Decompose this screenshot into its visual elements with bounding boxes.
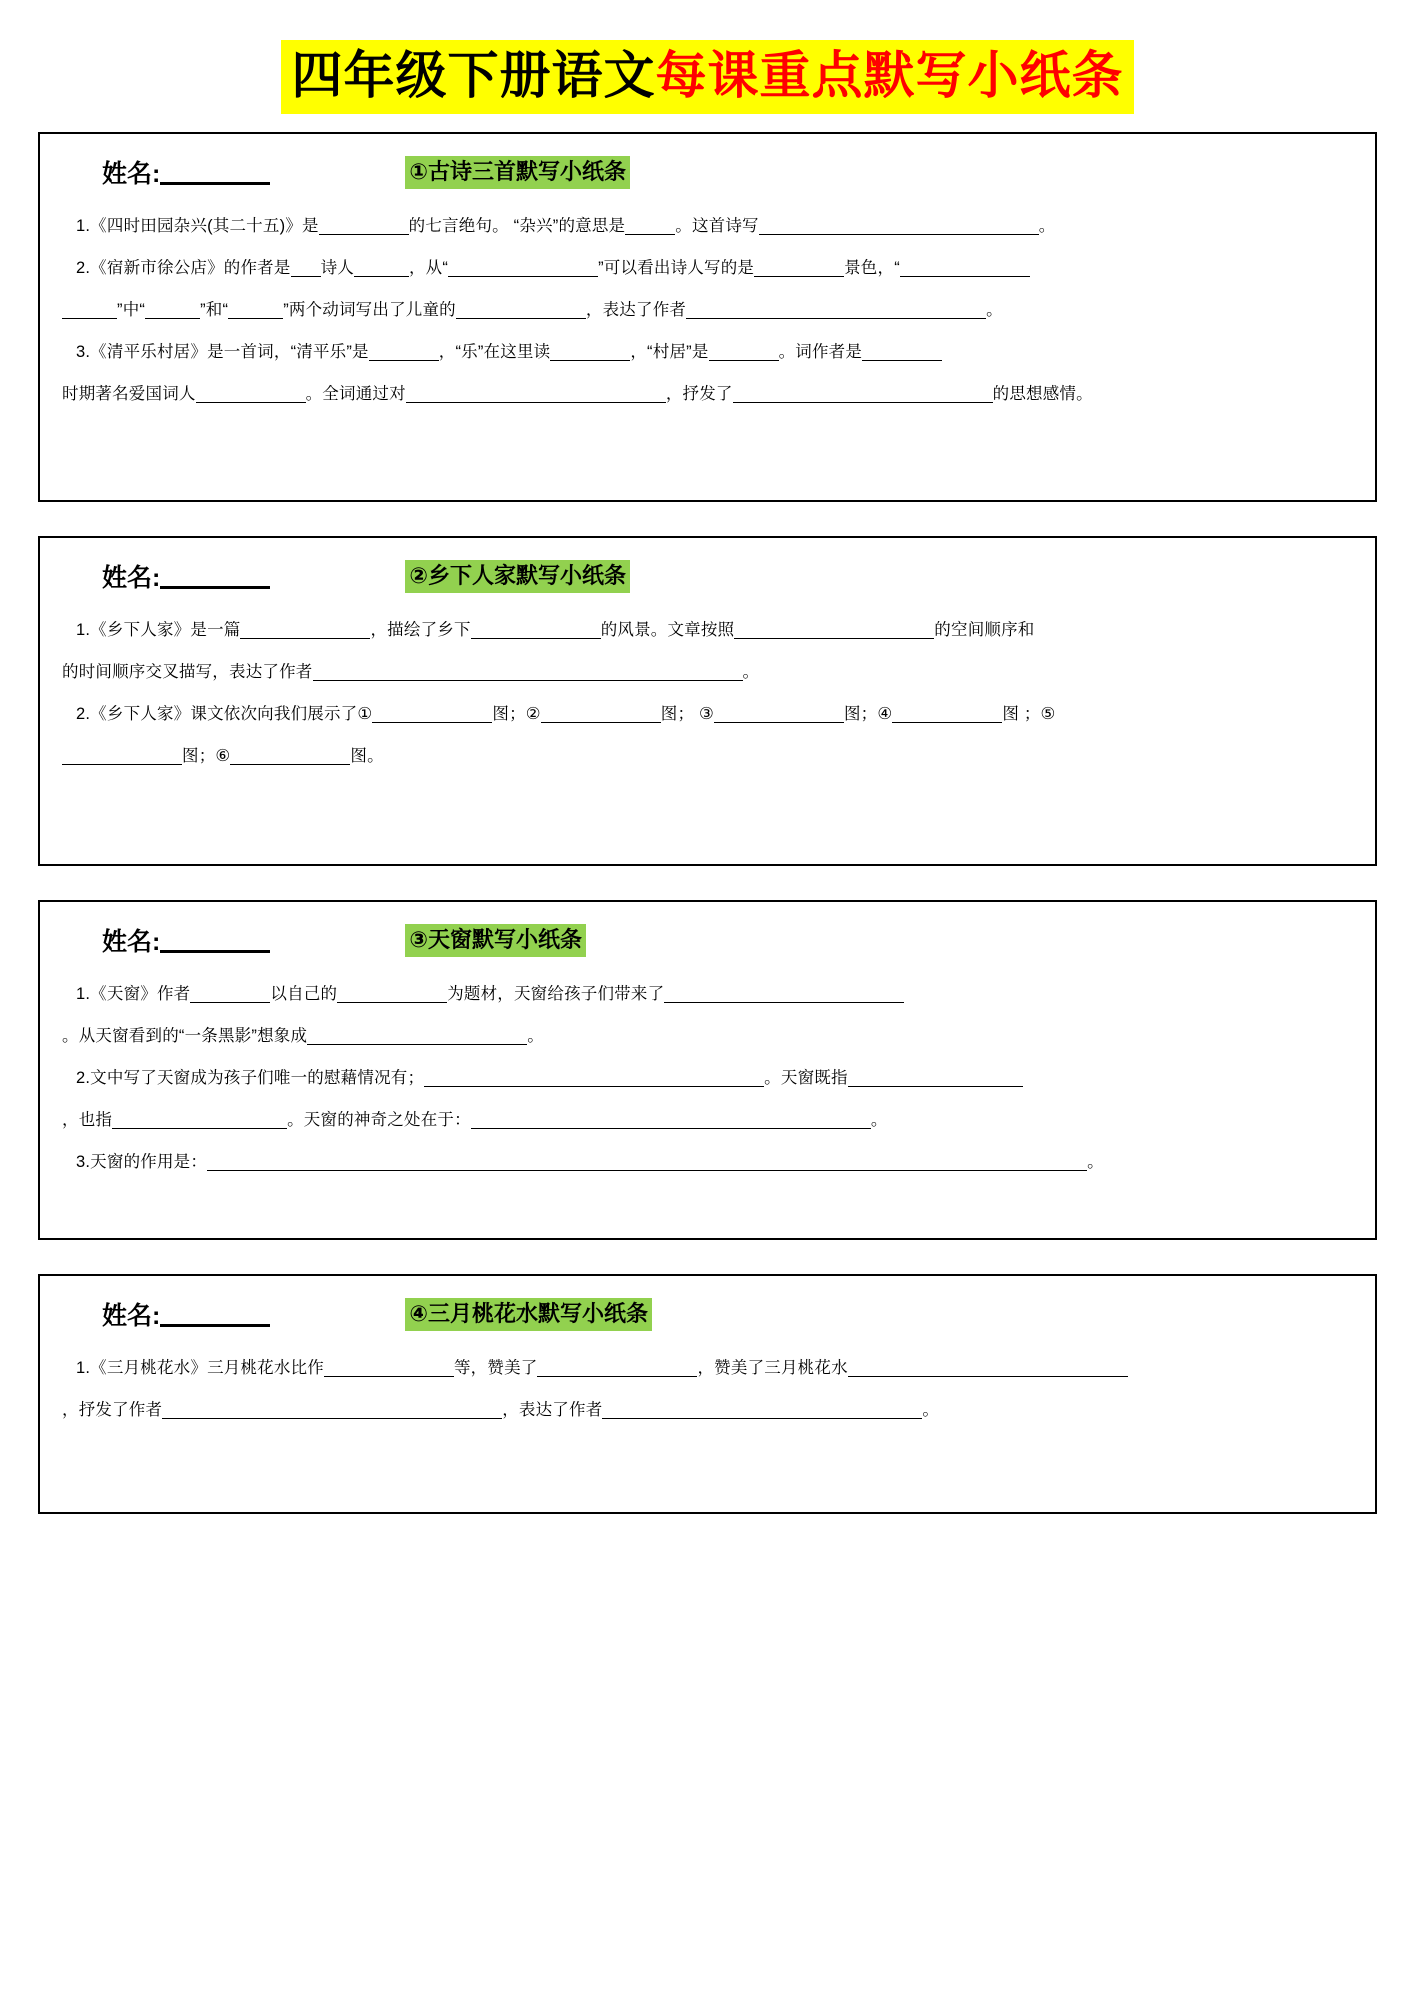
name-input-blank-2[interactable] <box>160 566 270 589</box>
page-title-red-part: 每课重点默写小纸条 <box>655 47 1124 104</box>
q-text: 《乡下人家》是一篇 <box>90 620 241 639</box>
blank[interactable] <box>754 257 844 277</box>
q-text: 的思想感情。 <box>992 384 1093 403</box>
name-label-1: 姓名: <box>102 159 161 188</box>
q-text: 图；⑥ <box>182 746 231 765</box>
q-text: 的风景。文章按照 <box>600 620 735 639</box>
q-text: ”可以看出诗人写的是 <box>598 258 755 277</box>
q-text: 《宿新市徐公店》的作者是 <box>90 258 291 277</box>
q-text: ”中“ <box>117 300 146 319</box>
question-1-3 <box>62 331 1353 373</box>
q-text: 《天窗》作者 <box>90 984 191 1003</box>
q-text: 。 <box>986 300 1003 319</box>
blank[interactable] <box>848 1357 1128 1377</box>
page-title <box>281 40 1133 114</box>
blank[interactable] <box>372 703 492 723</box>
blank[interactable] <box>319 215 409 235</box>
blank[interactable] <box>324 1357 454 1377</box>
blank[interactable] <box>291 257 321 277</box>
question-2-1 <box>62 609 1353 651</box>
q-text: 图；④ <box>843 704 893 723</box>
q-text: 《乡下人家》课文依次向我们展示了① <box>90 704 373 723</box>
blank[interactable] <box>471 619 601 639</box>
blank[interactable] <box>602 1399 922 1419</box>
q-number: 1. <box>76 620 91 639</box>
section-3-title: ③天窗默写小纸条 <box>405 924 586 957</box>
blank[interactable] <box>230 745 350 765</box>
blank[interactable] <box>664 983 904 1003</box>
q-text: 的七言绝句。 “杂兴”的意思是 <box>408 216 626 235</box>
question-3-1 <box>62 973 1353 1015</box>
name-field-2[interactable] <box>102 563 270 593</box>
q-text: ，从“ <box>408 258 449 277</box>
q-text: 时期著名爱国词人 <box>62 384 196 403</box>
blank[interactable] <box>862 341 942 361</box>
question-1-2 <box>62 247 1353 289</box>
blank[interactable] <box>848 1067 1023 1087</box>
section-2-header <box>62 560 1353 593</box>
q-text: 。 <box>1038 216 1056 235</box>
section-1-title: ①古诗三首默写小纸条 <box>405 156 630 189</box>
section-gushi-sanshou <box>38 132 1377 502</box>
q-text: ，描绘了乡下 <box>370 620 471 639</box>
blank[interactable] <box>354 257 409 277</box>
name-input-blank-1[interactable] <box>160 162 270 185</box>
q-text: 等，赞美了 <box>453 1358 538 1377</box>
q-number: 2. <box>76 704 91 723</box>
section-1-header <box>62 156 1353 189</box>
q-number: 1. <box>76 984 91 1003</box>
q-text: 。从天窗看到的“一条黑影”想象成 <box>62 1026 308 1045</box>
blank[interactable] <box>190 983 270 1003</box>
blank[interactable] <box>240 619 370 639</box>
blank[interactable] <box>686 299 986 319</box>
q-number: 1. <box>76 216 91 235</box>
section-xiangxia-renjia <box>38 536 1377 866</box>
blank[interactable] <box>196 383 306 403</box>
question-3-2 <box>62 1057 1353 1099</box>
name-label-3: 姓名: <box>102 927 161 956</box>
blank[interactable] <box>424 1067 764 1087</box>
q-text: ，表达了作者 <box>585 300 687 319</box>
question-1-1 <box>62 205 1353 247</box>
blank[interactable] <box>550 341 630 361</box>
blank[interactable] <box>448 257 598 277</box>
q-text: 。 <box>922 1400 940 1419</box>
blank[interactable] <box>62 299 117 319</box>
q-text: 《清平乐村居》是一首词，“清平乐”是 <box>90 342 369 361</box>
q-text: 。天窗既指 <box>764 1068 848 1087</box>
blank[interactable] <box>307 1025 527 1045</box>
q-text: 景色，“ <box>844 258 900 277</box>
blank[interactable] <box>62 745 182 765</box>
q-number: 2. <box>76 1068 91 1087</box>
q-text: 文中写了天窗成为孩子们唯一的慰藉情况有； <box>90 1068 425 1087</box>
name-field-3[interactable] <box>102 927 270 957</box>
q-text: 图 ；⑤ <box>1002 704 1056 723</box>
q-text: 以自己的 <box>270 984 338 1003</box>
blank[interactable] <box>733 383 993 403</box>
blank[interactable] <box>734 619 934 639</box>
question-2-1-cont <box>62 651 1353 693</box>
q-text: 《三月桃花水》三月桃花水比作 <box>90 1358 324 1377</box>
q-text: 为题材，天窗给孩子们带来了 <box>447 984 665 1003</box>
question-4-1 <box>62 1347 1353 1389</box>
q-text: 。这首诗写 <box>675 216 759 235</box>
name-field-1[interactable] <box>102 159 270 189</box>
q-text: 。 <box>1087 1152 1104 1171</box>
q-text: 图；② <box>492 704 541 723</box>
q-text: 。词作者是 <box>778 342 863 361</box>
blank[interactable] <box>207 1151 1087 1171</box>
blank[interactable] <box>112 1109 287 1129</box>
blank[interactable] <box>714 703 844 723</box>
q-text: 图； ③ <box>660 704 714 723</box>
q-text: ，赞美了三月桃花水 <box>697 1358 848 1377</box>
q-text: ，抒发了 <box>665 384 733 403</box>
blank[interactable] <box>369 341 439 361</box>
q-text: 的空间顺序和 <box>934 620 1035 639</box>
name-input-blank-3[interactable] <box>160 930 270 953</box>
section-tianchuang <box>38 900 1377 1240</box>
q-number: 3. <box>76 1152 91 1171</box>
q-text: 。天窗的神奇之处在于： <box>287 1110 471 1129</box>
section-4-title: ④三月桃花水默写小纸条 <box>405 1298 652 1331</box>
q-text: 。 <box>870 1110 888 1129</box>
blank[interactable] <box>471 1109 871 1129</box>
q-text: 。 <box>742 662 760 681</box>
section-4-header <box>62 1298 1353 1331</box>
page-title-black-part: 四年级下册语文 <box>291 47 656 104</box>
q-text: ，表达了作者 <box>502 1400 603 1419</box>
blank[interactable] <box>759 215 1039 235</box>
q-number: 1. <box>76 1358 91 1377</box>
blank[interactable] <box>625 215 675 235</box>
q-text: ，“村居”是 <box>630 342 709 361</box>
blank[interactable] <box>145 299 200 319</box>
q-text: 的时间顺序交叉描写，表达了作者 <box>62 662 313 681</box>
q-text: 。全词通过对 <box>305 384 406 403</box>
question-3-3 <box>62 1141 1353 1183</box>
blank[interactable] <box>228 299 283 319</box>
question-2-2-cont <box>62 735 1353 777</box>
blank[interactable] <box>162 1399 502 1419</box>
q-text: ”和“ <box>200 300 229 319</box>
name-input-blank-4[interactable] <box>160 1304 270 1327</box>
blank[interactable] <box>537 1357 697 1377</box>
name-label-2: 姓名: <box>102 563 161 592</box>
q-text: ，也指 <box>62 1110 113 1129</box>
question-3-1-cont <box>62 1015 1353 1057</box>
section-sanyue-taohuashui <box>38 1274 1377 1514</box>
q-text: 。 <box>527 1026 544 1045</box>
question-1-3-cont <box>62 373 1353 415</box>
blank[interactable] <box>406 383 666 403</box>
name-field-4[interactable] <box>102 1301 270 1331</box>
q-text: ，抒发了作者 <box>62 1400 163 1419</box>
q-number: 3. <box>76 342 91 361</box>
question-4-1-cont <box>62 1389 1353 1431</box>
blank[interactable] <box>541 703 661 723</box>
q-text: ”两个动词写出了儿童的 <box>283 300 456 319</box>
q-text: 图。 <box>350 746 384 765</box>
blank[interactable] <box>456 299 586 319</box>
question-2-2 <box>62 693 1353 735</box>
blank[interactable] <box>900 257 1030 277</box>
section-2-title: ②乡下人家默写小纸条 <box>405 560 630 593</box>
q-text: 诗人 <box>320 258 354 277</box>
question-3-2-cont <box>62 1099 1353 1141</box>
blank[interactable] <box>892 703 1002 723</box>
q-text: ，“乐”在这里读 <box>438 342 551 361</box>
question-1-2-cont <box>62 289 1353 331</box>
page-title-wrapper <box>0 0 1415 132</box>
blank[interactable] <box>709 341 779 361</box>
blank[interactable] <box>313 661 743 681</box>
q-text: 天窗的作用是： <box>90 1152 208 1171</box>
name-label-4: 姓名: <box>102 1301 161 1330</box>
blank[interactable] <box>337 983 447 1003</box>
q-number: 2. <box>76 258 91 277</box>
section-3-header <box>62 924 1353 957</box>
q-text: 《四时田园杂兴(其二十五)》是 <box>90 216 319 235</box>
